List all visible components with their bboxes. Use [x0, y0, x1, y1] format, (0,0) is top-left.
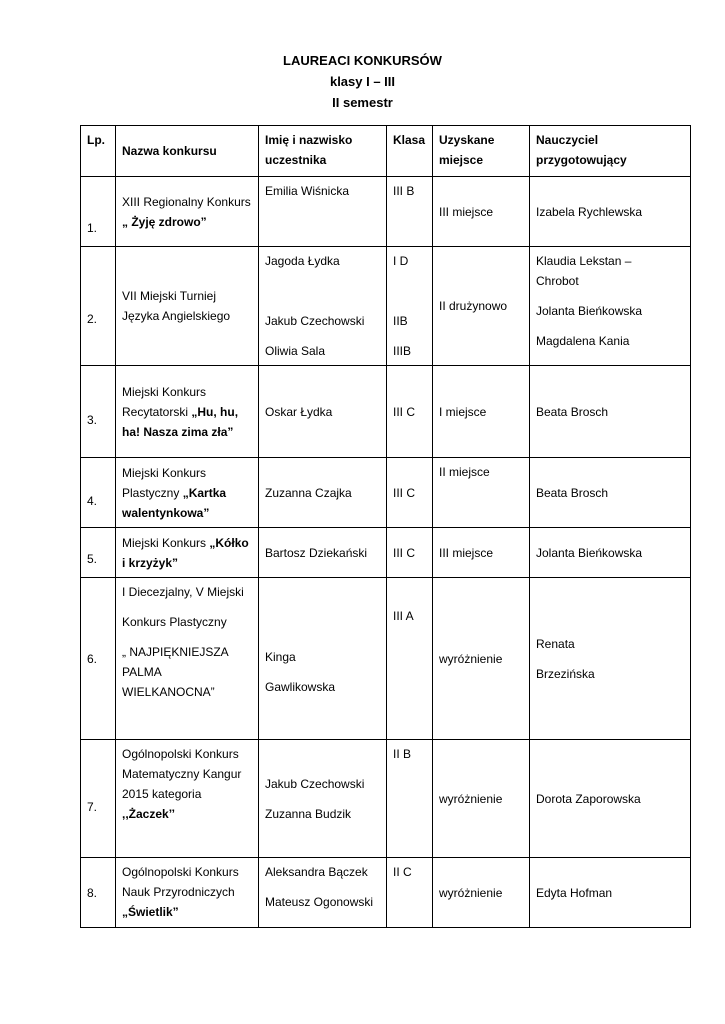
document-subtitle-classes: klasy I – III	[329, 74, 396, 89]
contest-name	[116, 458, 259, 528]
contest-name-line: 2015 kategoria	[122, 787, 202, 801]
row-number: 7.	[81, 740, 116, 858]
teacher: Jolanta Bieńkowska	[536, 304, 643, 318]
document-subtitle-semester: II semestr	[332, 95, 393, 110]
row-number: 6.	[81, 578, 116, 740]
contest-name-line: VII Miejski Turniej	[122, 289, 217, 303]
place: wyróżnienie	[433, 578, 530, 740]
contest-name	[116, 528, 259, 578]
teacher: Chrobot	[536, 274, 579, 288]
contest-name-title: ha! Nasza zima zła”	[122, 424, 234, 439]
teacher	[530, 578, 691, 740]
contest-name-line: PALMA	[122, 665, 162, 679]
teacher-line: Brzezińska	[536, 666, 595, 681]
contest-name-line: „ NAJPIĘKNIEJSZA	[122, 645, 229, 659]
contest-name-title: „Hu, hu,	[191, 404, 239, 419]
contest-name-line: Ogólnopolski Konkurs	[122, 865, 239, 879]
teacher: Jolanta Bieńkowska	[530, 528, 691, 578]
contest-name-line: Ogólnopolski Konkurs	[122, 747, 239, 761]
teacher: Beata Brosch	[530, 366, 691, 458]
teacher: Magdalena Kania	[536, 334, 630, 348]
contest-name	[116, 740, 259, 858]
contest-name-title: ,,Żaczek’’	[122, 807, 175, 821]
participants	[259, 247, 387, 366]
contest-name-title: i krzyżyk”	[122, 555, 179, 570]
contest-name-title: walentynkowa”	[122, 505, 210, 520]
class: III B	[387, 177, 433, 247]
laureates-table	[80, 125, 691, 928]
place: wyróżnienie	[433, 740, 530, 858]
participant: Jakub Czechowski	[265, 314, 365, 328]
header-participant-line2: uczestnika	[265, 153, 327, 167]
class: II C	[387, 858, 433, 928]
contest-name-title: „Świetlik”	[122, 905, 179, 919]
contest-name-line: Języka Angielskiego	[122, 309, 231, 323]
contest-name	[116, 858, 259, 928]
contest-name-line: Plastyczny	[122, 485, 180, 500]
contest-name-line: Matematyczny Kangur	[122, 767, 242, 781]
contest-name-line: Recytatorski	[122, 404, 189, 419]
contest-name-line: Miejski Konkurs	[122, 384, 207, 399]
table-header-row	[81, 126, 691, 177]
participant: Emilia Wiśnicka	[259, 177, 387, 247]
header-place	[433, 126, 530, 177]
contest-name-line: Nauk Przyrodniczych	[122, 885, 235, 899]
participant: Aleksandra Bączek	[265, 865, 368, 879]
place: wyróżnienie	[433, 858, 530, 928]
class: IIIB	[393, 344, 412, 358]
contest-name-title: „Kółko	[209, 535, 249, 550]
table-row	[81, 458, 691, 528]
contest-name-line: XIII Regionalny Konkurs	[122, 194, 251, 209]
place: III miejsce	[433, 177, 530, 247]
contest-name-line: Miejski Konkurs	[122, 465, 207, 480]
participant: Oliwia Sala	[265, 344, 326, 358]
header-participant-line1: Imię i nazwisko	[265, 133, 353, 147]
participant-line: Gawlikowska	[265, 679, 336, 694]
teacher: Klaudia Lekstan –	[536, 254, 632, 268]
table-row	[81, 858, 691, 928]
contest-name	[116, 177, 259, 247]
class: III C	[387, 366, 433, 458]
participant	[259, 578, 387, 740]
document-title: LAUREACI KONKURSÓW	[283, 53, 442, 68]
class: III C	[387, 458, 433, 528]
header-teacher	[530, 126, 691, 177]
class: III A	[387, 578, 433, 740]
place: I miejsce	[433, 366, 530, 458]
teacher: Beata Brosch	[530, 458, 691, 528]
teacher: Dorota Zaporowska	[530, 740, 691, 858]
row-number: 1.	[81, 177, 116, 247]
header-place-line2: miejsce	[439, 153, 484, 167]
participant: Zuzanna Budzik	[265, 806, 352, 821]
participant: Zuzanna Czajka	[259, 458, 387, 528]
header-teacher-line2: przygotowujący	[536, 153, 627, 167]
participants	[259, 740, 387, 858]
participant: Jagoda Łydka	[265, 254, 340, 268]
table-row	[81, 528, 691, 578]
header-contest-name: Nazwa konkursu	[116, 126, 259, 177]
header-class: Klasa	[387, 126, 433, 177]
class: III C	[387, 528, 433, 578]
class: I D	[393, 254, 409, 268]
row-number: 3.	[81, 366, 116, 458]
classes	[387, 247, 433, 366]
teacher: Edyta Hofman	[530, 858, 691, 928]
table-row	[81, 740, 691, 858]
contest-name-title: „ Żyję zdrowo”	[122, 214, 207, 229]
teachers	[530, 247, 691, 366]
class: IIB	[393, 314, 408, 328]
participant: Jakub Czechowski	[265, 776, 365, 791]
table-row	[81, 578, 691, 740]
contest-name-line: Konkurs Plastyczny	[122, 615, 227, 629]
place: II drużynowo	[433, 247, 530, 366]
row-number: 4.	[81, 458, 116, 528]
teacher: Izabela Rychlewska	[530, 177, 691, 247]
contest-name	[116, 578, 259, 740]
row-number: 2.	[81, 247, 116, 366]
place: III miejsce	[433, 528, 530, 578]
table-row	[81, 366, 691, 458]
row-number: 8.	[81, 858, 116, 928]
contest-name-title: „Kartka	[182, 485, 227, 500]
contest-name	[116, 366, 259, 458]
table-row	[81, 247, 691, 366]
participant: Oskar Łydka	[259, 366, 387, 458]
participant-line: Kinga	[265, 649, 296, 664]
header-place-line1: Uzyskane	[439, 133, 495, 147]
header-teacher-line1: Nauczyciel	[536, 133, 599, 147]
table-row	[81, 177, 691, 247]
class: II B	[387, 740, 433, 858]
contest-name-line: Miejski Konkurs	[122, 535, 207, 550]
participants	[259, 858, 387, 928]
teacher-line: Renata	[536, 636, 575, 651]
participant: Mateusz Ogonowski	[265, 895, 374, 909]
participant: Bartosz Dziekański	[259, 528, 387, 578]
contest-name-line: WIELKANOCNA”	[122, 685, 215, 699]
header-lp: Lp.	[81, 126, 116, 177]
row-number: 5.	[81, 528, 116, 578]
contest-name-line: I Diecezjalny, V Miejski	[122, 585, 244, 599]
header-participant	[259, 126, 387, 177]
contest-name	[116, 247, 259, 366]
place: II miejsce	[433, 458, 530, 528]
